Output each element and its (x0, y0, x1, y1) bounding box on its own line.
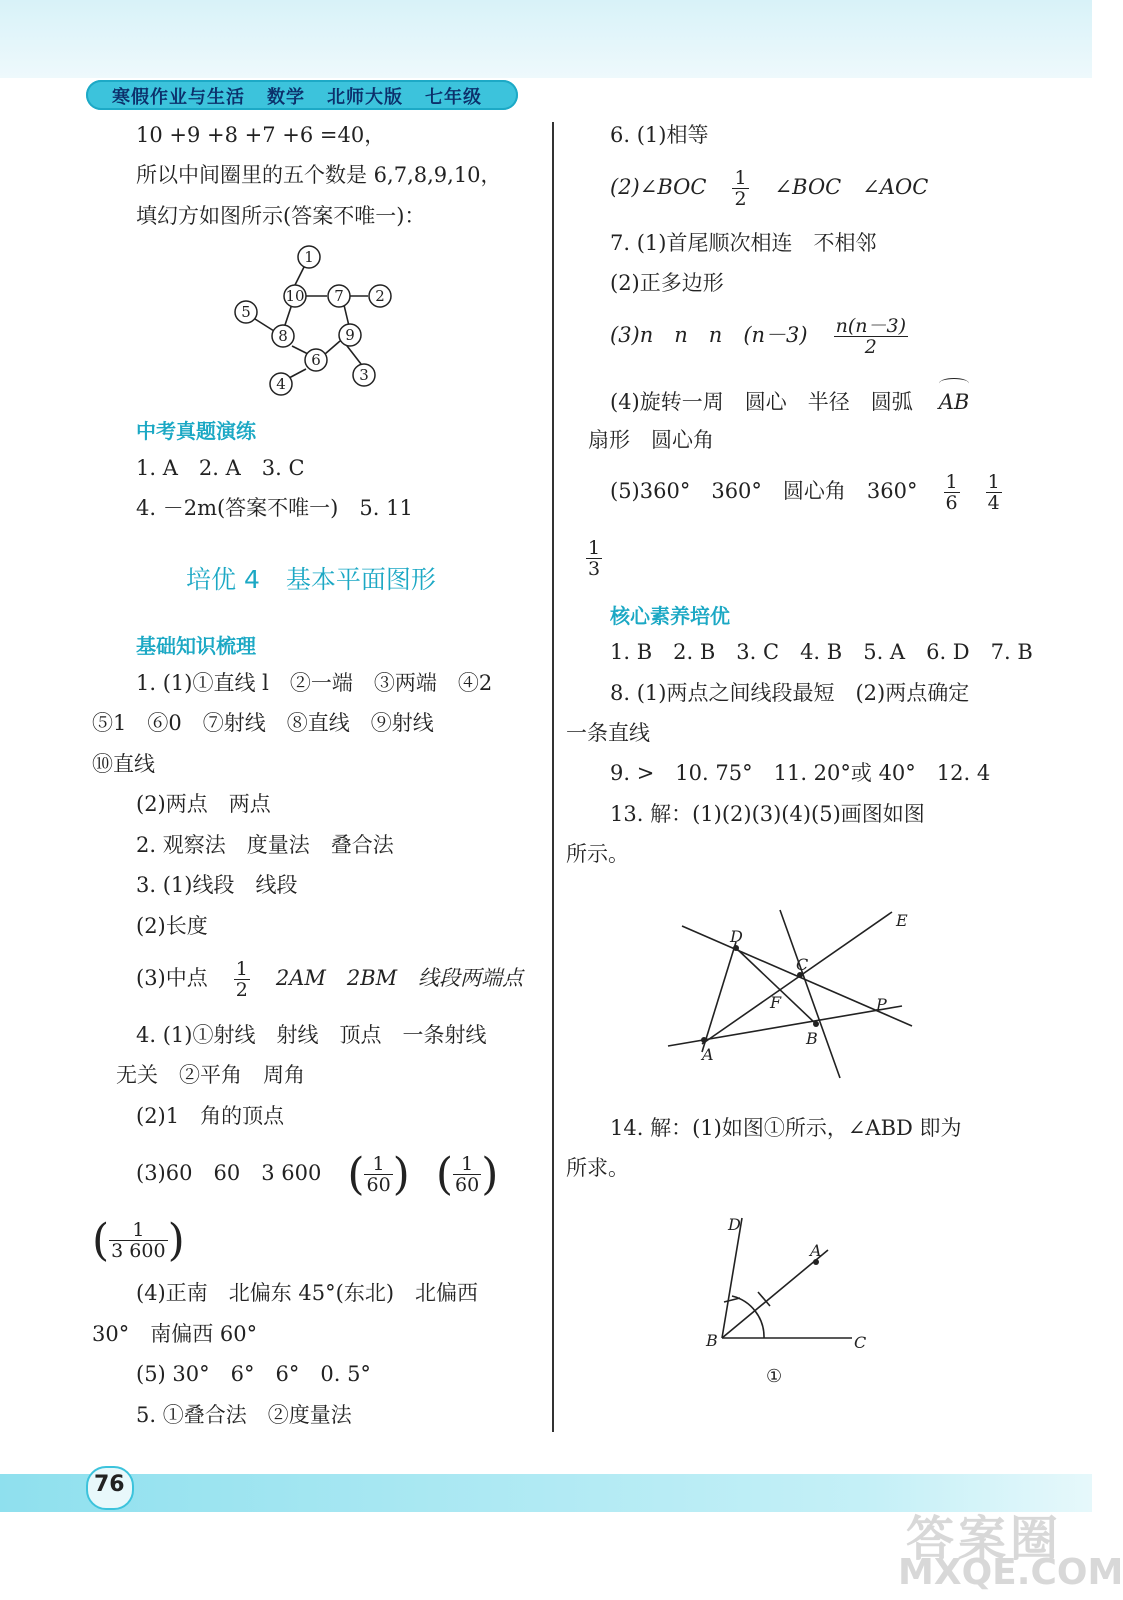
label-c: C (854, 1333, 867, 1352)
node-label: 1 (304, 248, 314, 266)
section-title-exam: 中考真题演练 (136, 419, 256, 443)
answer-line: 9. > 10. 75° 11. 20°或 40° 12. 4 (610, 761, 991, 785)
exam-answers-1: 1. A 2. A 3. C (136, 456, 305, 480)
answer-line-fraction: (2)∠BOC $\frac{1}{2}$ ∠BOC ∠AOC (610, 167, 929, 210)
answer-line: (5) 30° 6° 6° 0. 5° (136, 1362, 371, 1386)
answer-line: 7. (1)首尾顺次相连 不相邻 (610, 231, 877, 255)
exam-answers-2: 4. －2m(答案不唯一) 5. 11 (136, 496, 413, 520)
label-d: D (730, 927, 743, 946)
fraction: $\frac{1}{3}$ (588, 537, 601, 580)
page-number: 76 (94, 1472, 125, 1497)
node-label: 8 (278, 327, 288, 345)
label-b: B (806, 1029, 818, 1048)
angle-construction-figure (700, 1210, 880, 1390)
magic-square-intro: 填幻方如图所示(答案不唯一)： (136, 204, 426, 228)
point-a (701, 1037, 707, 1043)
fraction: $\frac{1}{3 600}$ (111, 1219, 166, 1262)
answer-line: 所示。 (566, 842, 629, 866)
answer-line: ⑤1 ⑥0 ⑦射线 ⑧直线 ⑨射线 (92, 711, 434, 735)
geometry-figure-lines (662, 902, 922, 1082)
fraction: $\frac{n(n-3)}{2}$ (835, 315, 906, 358)
middle-numbers-text: 所以中间圈里的五个数是 6,7,8,9,10， (136, 163, 502, 187)
label-a: A (810, 1241, 822, 1260)
label-c: C (796, 955, 809, 974)
answer-line: 14. 解：(1)如图①所示，∠ABD 即为 (610, 1116, 962, 1140)
arc-notation: AB (939, 386, 970, 416)
chapter-number: 培优 4 (186, 565, 260, 594)
answer-line-fraction: (3)n n n (n－3) $\frac{n(n-3)}{2}$ (610, 315, 906, 358)
node-label: 4 (276, 375, 286, 393)
answer-line: 1. B 2. B 3. C 4. B 5. A 6. D 7. B (610, 640, 1033, 664)
watermark-url: MXQE.COM (898, 1552, 1123, 1593)
answer-line-fraction: (3)60 60 3 600 ( $\frac{1}{60}$ ) ( $\frac{1}{60}$ ) (136, 1148, 499, 1200)
node-label: 6 (311, 351, 321, 369)
book-title: 寒假作业与生活 (112, 87, 245, 108)
chapter-name: 基本平面图形 (285, 565, 436, 594)
column-divider (552, 122, 554, 1432)
subject-label: 数学 (267, 87, 305, 108)
answer-line-fraction: (3)中点 $\frac{1}{2}$ 2AM 2BM 线段两端点 (136, 958, 524, 1001)
answer-line: (4)正南 北偏东 45°(东北) 北偏西 (136, 1281, 479, 1305)
answer-line: 4. (1)①射线 射线 顶点 一条射线 (136, 1023, 487, 1047)
answer-line: 6. (1)相等 (610, 123, 709, 147)
label-e: E (896, 911, 908, 930)
node-label: 2 (375, 287, 385, 305)
answer-line-fraction: ( $\frac{1}{3 600}$ ) (92, 1214, 185, 1266)
watermark-logo: 答案圈 (906, 1511, 1063, 1567)
top-decorative-band (0, 0, 1092, 78)
answer-line: 一条直线 (566, 721, 650, 745)
label-p: P (876, 995, 887, 1014)
answer-line: (4)旋转一周 圆心 半径 圆弧 AB (610, 386, 969, 416)
answer-line: (2)正多边形 (610, 271, 724, 295)
section-title-core: 核心素养培优 (610, 604, 730, 628)
point-b (813, 1021, 819, 1027)
answer-line: 无关 ②平角 周角 (116, 1063, 305, 1087)
answer-line: (2)1 角的顶点 (136, 1104, 285, 1128)
chapter-title (186, 560, 436, 596)
figure-caption: ① (766, 1366, 783, 1387)
magic-star-figure (226, 238, 406, 404)
answer-line: 2. 观察法 度量法 叠合法 (136, 833, 394, 857)
answer-line: 8. (1)两点之间线段最短 (2)两点确定 (610, 681, 970, 705)
edition-label: 北师大版 (327, 87, 403, 108)
fraction: $\frac{1}{4}$ (987, 471, 1000, 514)
answer-line: (2)两点 两点 (136, 792, 271, 816)
label-f: F (770, 993, 782, 1012)
answer-line: 13. 解：(1)(2)(3)(4)(5)画图如图 (610, 802, 925, 826)
fraction: $\frac{1}{60}$ (366, 1153, 391, 1196)
section-title-basics: 基础知识梳理 (136, 634, 256, 658)
answer-line: 5. ①叠合法 ②度量法 (136, 1403, 352, 1427)
node-label: 7 (334, 287, 344, 305)
fraction: $\frac{1}{6}$ (945, 471, 958, 514)
answer-line: 1. (1)①直线 l ②一端 ③两端 ④2 (136, 671, 493, 695)
grade-label: 七年级 (425, 87, 482, 108)
fraction: $\frac{1}{2}$ (734, 167, 747, 210)
answer-line: 30° 南偏西 60° (92, 1322, 258, 1346)
label-b: B (706, 1331, 718, 1350)
header-title (112, 83, 504, 109)
fraction: $\frac{1}{2}$ (235, 958, 248, 1001)
answer-line-fraction: (5)360° 360° 圆心角 360° $\frac{1}{6}$ $\frac{1}{4}$ (610, 471, 1000, 514)
answer-line-fraction (586, 534, 602, 580)
answer-line: 所求。 (566, 1156, 629, 1180)
answer-line: 扇形 圆心角 (588, 428, 714, 452)
node-label: 10 (285, 287, 305, 305)
answer-line: ⑩直线 (92, 752, 155, 776)
answer-line: 3. (1)线段 线段 (136, 873, 298, 897)
answer-line: (2)长度 (136, 914, 208, 938)
sum-equation: 10 +9 +8 +7 +6 =40， (136, 123, 386, 147)
fraction: $\frac{1}{60}$ (455, 1153, 480, 1196)
label-d: D (728, 1215, 741, 1234)
node-label: 5 (241, 303, 251, 321)
node-label: 3 (359, 366, 369, 384)
label-a: A (702, 1045, 714, 1064)
node-label: 9 (345, 326, 355, 344)
